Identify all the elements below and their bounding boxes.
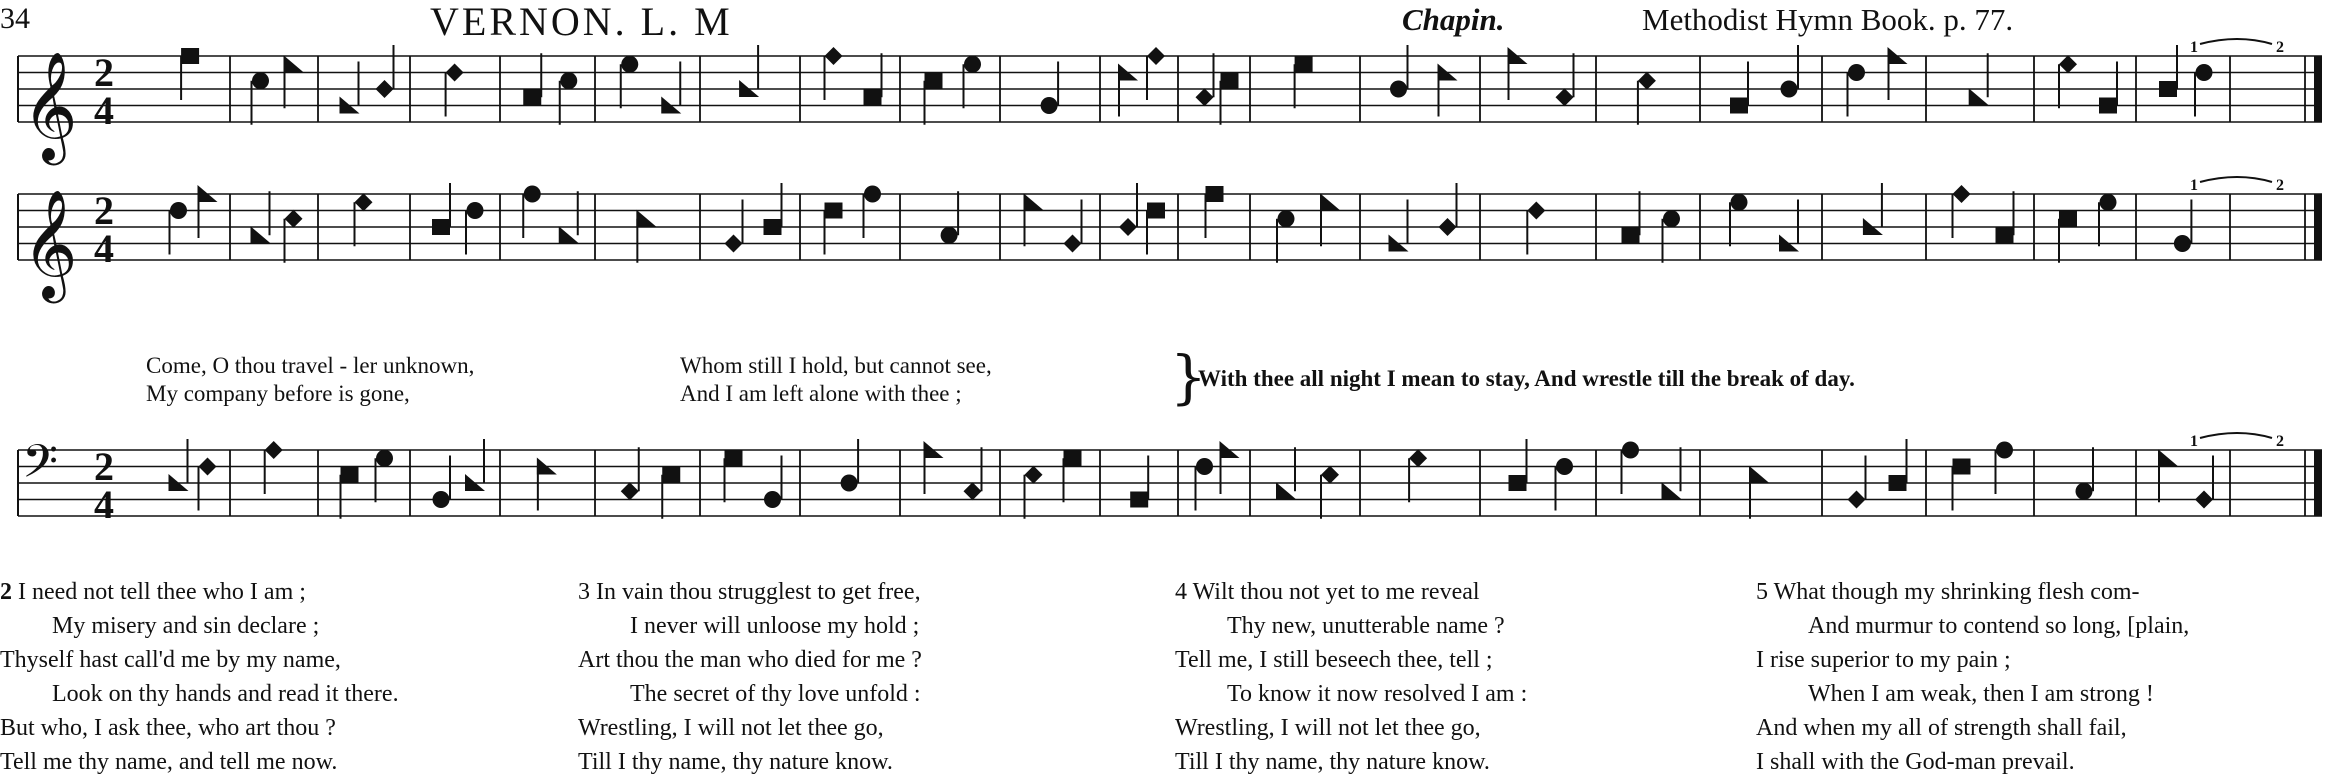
ending-tie (2200, 433, 2272, 438)
ending-label-1: 1 (2190, 433, 2198, 450)
note-head (181, 48, 199, 64)
note-head (864, 186, 881, 203)
note-head (1662, 482, 1682, 499)
note-head (864, 89, 882, 105)
note-head (2196, 64, 2213, 81)
ending-label-2: 2 (2276, 433, 2284, 450)
bass-clef-icon: 𝄢 (22, 435, 59, 500)
note-head (1969, 88, 1989, 105)
note-head (199, 458, 217, 476)
note-head (1390, 81, 1407, 98)
note-head (446, 64, 464, 82)
note-head (341, 467, 359, 483)
verse-line: What though my shrinking flesh com- (1773, 579, 2140, 605)
verse-line: Wrestling, I will not let thee go, (1175, 715, 1481, 741)
verse-number: 2 (0, 579, 12, 605)
note-head (1953, 185, 1971, 203)
time-signature-bottom: 4 (94, 226, 114, 271)
verse-line: Thyself hast call'd me by my name, (0, 647, 341, 673)
note-head (941, 227, 958, 244)
verse-line: Tell me thy name, and tell me now. (0, 749, 338, 775)
verse-line: To know it now resolved I am : (1227, 681, 1528, 707)
verse-line: In vain thou strugglest to get free, (596, 579, 921, 605)
note-head (964, 56, 981, 73)
note-head (1320, 193, 1340, 210)
note-head (964, 482, 982, 500)
note-head (1147, 203, 1165, 219)
note-head (1638, 72, 1656, 90)
verse-line: When I am weak, then I am strong ! (1808, 681, 2154, 707)
note-head (1439, 218, 1457, 236)
time-signature-top: 2 (94, 444, 114, 489)
note-head (376, 450, 393, 467)
verse-line: Art thou the man who died for me ? (578, 647, 922, 673)
note-head (1848, 64, 1865, 81)
verse-line: Thy new, unutterable name ? (1227, 613, 1505, 639)
note-head (1276, 482, 1296, 499)
time-signature-bottom: 4 (94, 88, 114, 133)
note-head (170, 202, 187, 219)
note-head (825, 47, 843, 65)
note-head (1409, 449, 1427, 467)
note-head (2059, 55, 2077, 73)
note-head (523, 89, 541, 105)
note-head (1622, 227, 1640, 243)
note-head (2195, 491, 2213, 509)
note-head (284, 55, 304, 72)
verse-4 (1175, 575, 1527, 779)
note-head (1196, 88, 1214, 106)
note-head (1278, 210, 1295, 227)
note-head (433, 491, 450, 508)
note-head (559, 226, 579, 243)
tune-title: VERNON. L. M (430, 0, 733, 44)
note-head (1622, 442, 1639, 459)
note-head (1953, 459, 1971, 475)
note-head (355, 193, 373, 211)
note-head (725, 235, 743, 253)
verse-line: Till I thy name, thy nature know. (578, 749, 893, 775)
note-head (2159, 81, 2177, 97)
note-head (524, 186, 541, 203)
note-head (2158, 449, 2178, 466)
page-number: 34 (0, 2, 30, 35)
verse-number: 4 (1175, 579, 1187, 605)
note-head (662, 467, 680, 483)
verse-line: And when my all of strength shall fail, (1756, 715, 2127, 741)
verse-line: My misery and sin declare ; (52, 613, 320, 639)
note-head (1731, 194, 1748, 211)
note-head (1295, 56, 1313, 72)
time-signature-bottom: 4 (94, 482, 114, 527)
note-head (825, 203, 843, 219)
note-head (1527, 202, 1545, 220)
note-head (2099, 98, 2117, 114)
note-head (1221, 73, 1239, 89)
verse-line: I rise superior to my pain ; (1756, 647, 2011, 673)
verse-line: I shall with the God-man prevail. (1756, 749, 2075, 775)
note-head (1064, 450, 1082, 466)
ending-label-2: 2 (2276, 177, 2284, 194)
ending-tie (2200, 177, 2272, 182)
note-head (1889, 475, 1907, 491)
final-bar (2314, 194, 2322, 260)
verse-line: And murmur to contend so long, [plain, (1808, 613, 2190, 639)
note-head (925, 73, 943, 89)
final-bar (2314, 56, 2322, 122)
treble-clef-icon: 𝄞 (22, 52, 78, 161)
lyrics-refrain: With thee all night I mean to stay, And wrestle till the break of day. (1198, 366, 1855, 391)
verse-2 (0, 575, 399, 779)
lyrics-line-1b: Whom still I hold, but cannot see, (680, 353, 992, 378)
note-head (2076, 483, 2093, 500)
note-head (1730, 98, 1748, 114)
note-head (1024, 193, 1044, 210)
note-head (1196, 458, 1213, 475)
final-bar (2314, 450, 2322, 516)
note-head (621, 56, 638, 73)
ending-tie (2200, 39, 2272, 44)
lyrics-line-1a: Come, O thou travel - ler unknown, (146, 353, 475, 378)
lyrics-brace: } (1170, 343, 1207, 411)
hymn-book-source: Methodist Hymn Book. p. 77. (1642, 2, 2014, 37)
note-head (252, 72, 269, 89)
ending-label-2: 2 (2276, 39, 2284, 56)
note-head (1781, 81, 1798, 98)
verse-line: The secret of thy love unfold : (630, 681, 921, 707)
verse-line: Wilt thou not yet to me reveal (1192, 579, 1480, 605)
composer-name: Chapin. (1402, 2, 1505, 37)
verse-number: 5 (1756, 579, 1768, 605)
note-head (1556, 88, 1574, 106)
note-head (636, 210, 656, 227)
note-head (1025, 466, 1043, 484)
ending-label-1: 1 (2190, 177, 2198, 194)
verse-3 (578, 575, 922, 779)
note-head (841, 475, 858, 492)
note-head (1130, 492, 1148, 508)
verse-line: I need not tell thee who I am ; (18, 579, 306, 605)
note-head (1041, 97, 1058, 114)
note-head (1509, 475, 1527, 491)
note-head (1147, 47, 1165, 65)
verse-line: Tell me, I still beseech thee, tell ; (1175, 647, 1493, 673)
note-head (1749, 466, 1769, 483)
note-head (725, 450, 743, 466)
verse-line: Wrestling, I will not let thee go, (578, 715, 884, 741)
note-head (1663, 210, 1680, 227)
lyrics-line-2b: And I am left alone with thee ; (680, 381, 962, 406)
verse-line: But who, I ask thee, who art thou ? (0, 715, 336, 741)
note-head (251, 226, 271, 243)
note-head (1996, 442, 2013, 459)
time-signature-top: 2 (94, 188, 114, 233)
time-signature-top: 2 (94, 50, 114, 95)
verse-number: 3 (578, 579, 590, 605)
note-head (1064, 235, 1082, 253)
note-head (467, 202, 484, 219)
verse-line: Look on thy hands and read it there. (52, 681, 399, 707)
note-head (1119, 218, 1137, 236)
note-head (1848, 491, 1866, 509)
note-head (432, 219, 450, 235)
note-head (285, 210, 303, 228)
verse-line: I never will unloose my hold ; (630, 613, 920, 639)
note-head (560, 72, 577, 89)
note-head (1321, 466, 1339, 484)
note-head (1556, 458, 1573, 475)
note-head (1996, 227, 2014, 243)
note-head (764, 219, 782, 235)
note-head (265, 441, 283, 459)
ending-label-1: 1 (2190, 39, 2198, 56)
lyrics-line-2a: My company before is gone, (146, 381, 410, 406)
verse-5 (1756, 575, 2189, 779)
note-head (2100, 194, 2117, 211)
note-head (621, 482, 639, 500)
verse-line: Till I thy name, thy nature know. (1175, 749, 1490, 775)
note-head (2059, 211, 2077, 227)
treble-clef-icon: 𝄞 (22, 190, 78, 299)
note-head (764, 491, 781, 508)
note-head (376, 80, 394, 98)
note-head (1206, 186, 1224, 202)
note-head (2174, 235, 2191, 252)
